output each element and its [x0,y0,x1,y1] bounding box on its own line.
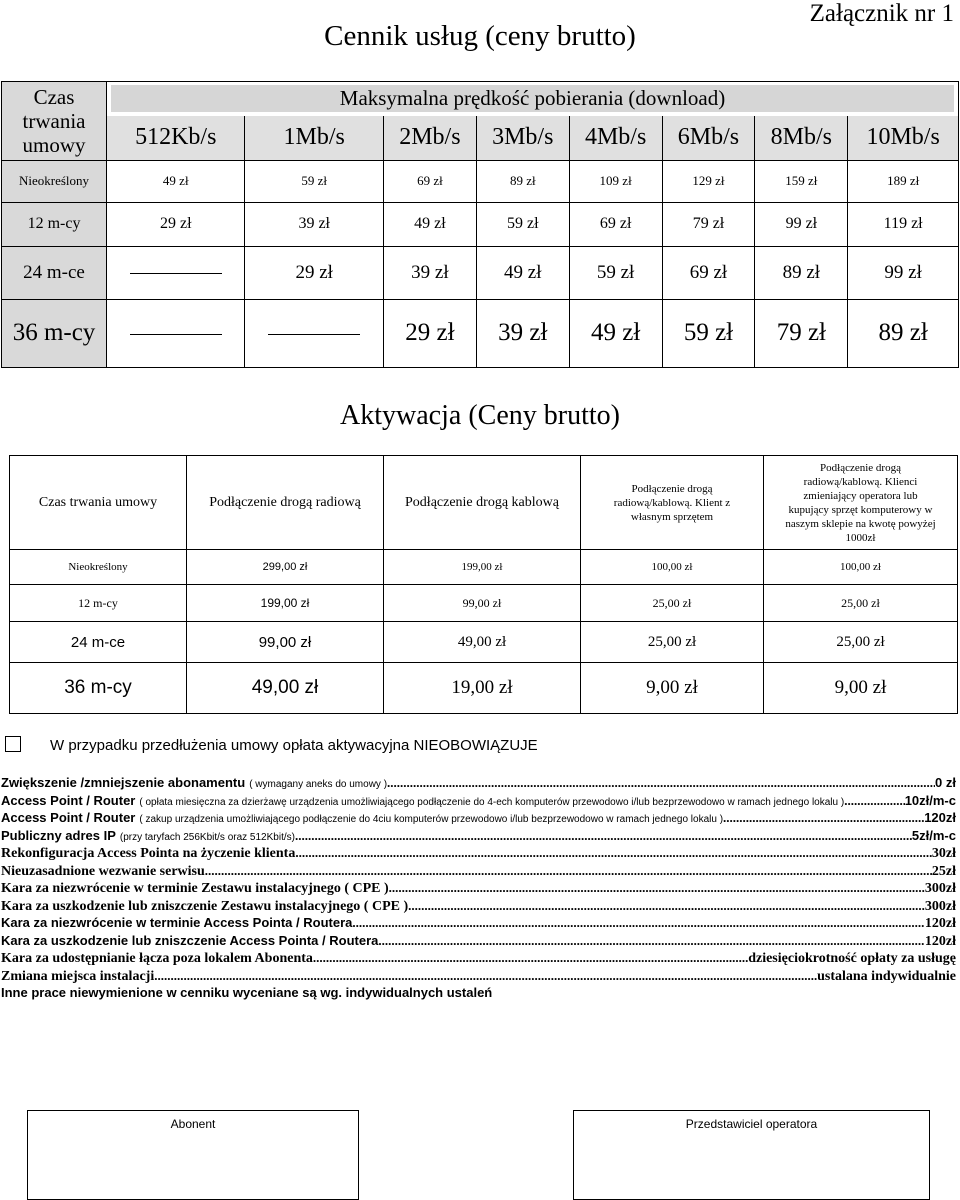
fee-line [1,915,956,932]
activation-price-cell: 199,00 zł [187,585,384,622]
leader-dots [352,915,925,931]
price-cell: 59 zł [569,246,662,299]
price-row-label: 12 m-cy [2,202,107,246]
activation-price-cell: 99,00 zł [187,622,384,663]
price-row-label: 24 m-ce [2,246,107,299]
speeds-row [2,116,959,161]
fee-line [1,775,956,793]
speed-header: 8Mb/s [755,116,848,161]
leader-dots [844,793,904,809]
speed-header: 3Mb/s [476,116,569,161]
activation-price-cell: 299,00 zł [187,550,384,585]
price-cell: 59 zł [662,299,755,367]
price-cell: 89 zł [755,246,848,299]
fee-line [1,845,956,862]
price-cell: 109 zł [569,160,662,202]
price-row-label: 36 m-cy [2,299,107,367]
leader-dots [313,950,748,966]
activation-price-cell: 25,00 zł [764,585,958,622]
price-row [2,246,959,299]
price-row [2,202,959,246]
price-cell: 89 zł [476,160,569,202]
activation-table [9,455,958,714]
fee-label: Publiczny adres IP [1,827,116,843]
activation-row-label: Nieokreślony [10,550,187,585]
price-cell: 189 zł [848,160,959,202]
fee-label: Kara za niezwrócenie w terminie Access Pointa / Routera [1,915,353,930]
leader-dots [205,863,932,879]
operator-signature-box[interactable] [573,1110,930,1200]
max-speed-header: Maksymalna prędkość pobierania (download) [107,82,959,116]
fee-label: Access Point / Router [1,792,136,808]
activation-row [10,663,958,714]
price-cell: 79 zł [662,202,755,246]
price-cell: 79 zł [755,299,848,367]
operator-label: Przedstawiciel operatora [685,1117,818,1131]
fee-label: Rekonfiguracja Access Pointa na życzenie klienta [1,846,296,861]
fee-value: 120zł [924,810,956,825]
activation-price-cell: 9,00 zł [764,663,958,714]
price-row-label: Nieokreślony [2,160,107,202]
speed-header: 10Mb/s [848,116,959,161]
price-cell: 39 zł [245,202,383,246]
price-cell: 69 zł [569,202,662,246]
activation-price-cell: 19,00 zł [384,663,581,714]
fee-line [1,933,956,950]
activation-price-cell: 199,00 zł [384,550,581,585]
speed-header: 1Mb/s [245,116,383,161]
fee-line [1,793,956,811]
leader-dots [723,810,924,826]
extension-checkbox[interactable] [5,736,21,752]
activation-title: Aktywacja (Ceny brutto) [340,400,620,431]
fee-label: Zmiana miejsca instalacji [1,968,155,984]
activation-header-duration: Czas trwania umowy [10,456,187,550]
unavailable-dash [107,299,245,367]
fee-value: 0 zł [935,775,956,790]
speed-header: 4Mb/s [569,116,662,161]
price-cell: 39 zł [476,299,569,367]
speed-header: 2Mb/s [383,116,476,161]
activation-price-cell: 100,00 zł [764,550,958,585]
extension-note: W przypadku przedłużenia umowy opłata aktywacyjna NIEOBOWIĄZUJE [50,737,538,754]
price-cell: 29 zł [383,299,476,367]
speed-header: 6Mb/s [662,116,755,161]
fee-value: 25zł [931,863,956,879]
leader-dots [389,880,925,896]
activation-price-cell: 99,00 zł [384,585,581,622]
fee-value: 120zł [924,933,956,949]
annex-label: Załącznik nr 1 [809,0,954,27]
fee-value: 300zł [924,881,956,896]
price-cell: 49 zł [476,246,569,299]
price-cell: 49 zł [383,202,476,246]
fee-label: Nieuzasadnione wezwanie serwisu [1,863,205,879]
price-cell: 49 zł [569,299,662,367]
subscriber-label: Abonent [170,1117,216,1131]
fee-line [1,880,956,897]
activation-price-cell: 25,00 zł [764,622,958,663]
unavailable-dash [107,246,245,299]
fee-label: Kara za uszkodzenie lub zniszczenie Access Pointa / Routera [1,932,379,948]
fee-note: ( opłata miesięczna za dzierżawę urządzenia umożliwiającego podłączenie do 4-ech komputerów przewodowo i/lub bezprzewodowo w ramach jednego lokalu ) [139,796,845,808]
leader-dots [295,828,912,844]
subscriber-signature-box[interactable] [27,1110,359,1200]
leader-dots [387,775,935,791]
activation-row-label: 36 m-cy [10,663,187,714]
fee-value: 120zł [924,916,956,931]
fee-line [1,950,956,967]
fee-line [1,863,956,880]
fee-line [1,828,956,846]
activation-price-cell: 100,00 zł [581,550,764,585]
fee-value: 30zł [931,846,956,861]
price-cell: 99 zł [755,202,848,246]
price-cell: 49 zł [107,160,245,202]
activation-price-cell: 25,00 zł [581,585,764,622]
activation-price-cell: 25,00 zł [581,622,764,663]
activation-price-cell: 9,00 zł [581,663,764,714]
activation-row-label: 24 m-ce [10,622,187,663]
leader-dots [408,898,925,914]
final-line: Inne prace niewymienione w cenniku wyceniane są wg. indywidualnych ustaleń [1,985,493,1000]
leader-dots [154,968,817,984]
fee-line [1,968,956,985]
fee-label: Kara za niezwrócenie w terminie Zestawu instalacyjnego ( CPE ) [1,881,389,896]
fee-label: Access Point / Router [1,810,136,825]
fee-line [1,898,956,915]
fee-label: Kara za uszkodzenie lub zniszczenie Zestawu instalacyjnego ( CPE ) [1,898,409,914]
price-cell: 89 zł [848,299,959,367]
fee-value: 300zł [924,898,956,914]
activation-header-switching: Podłączenie drogą radiową/kablową. Klienci zmieniający operatora lub kupujący sprzęt komputerowy w naszym sklepie na kwotę powyżej 1000zł [764,456,958,550]
price-cell: 29 zł [107,202,245,246]
activation-price-cell: 49,00 zł [187,663,384,714]
price-cell: 69 zł [662,246,755,299]
price-row [2,299,959,367]
duration-header: Czas trwania umowy [2,82,107,161]
price-cell: 39 zł [383,246,476,299]
page-title: Cennik usług (ceny brutto) [324,20,636,52]
fee-note: ( wymagany aneks do umowy ) [249,779,388,790]
fee-line [1,810,956,828]
price-row [2,160,959,202]
price-cell: 119 zł [848,202,959,246]
fee-note: ( zakup urządzenia umożliwiającego podłączenie do 4ciu komputerów przewodowo i/lub bezprzewodowo w ramach jednego lokalu ) [139,814,724,825]
fee-label: Kara za udostępnianie łącza poza lokalem Abonenta [1,951,313,966]
price-cell: 159 zł [755,160,848,202]
fee-value: dziesięciokrotność opłaty za usługę [748,951,956,966]
activation-row [10,622,958,663]
price-cell: 99 zł [848,246,959,299]
fee-note: (przy taryfach 256Kbit/s oraz 512Kbit/s) [119,831,295,843]
price-table [1,81,959,368]
speed-header: 512Kb/s [107,116,245,161]
fee-value: ustalana indywidualnie [817,968,956,984]
leader-dots [378,933,925,949]
price-cell: 129 zł [662,160,755,202]
fee-label: Zwiększenie /zmniejszenie abonamentu [1,775,246,790]
activation-row-label: 12 m-cy [10,585,187,622]
price-cell: 59 zł [476,202,569,246]
fee-value: 10zł/m-c [904,792,956,808]
activation-row [10,585,958,622]
price-cell: 29 zł [245,246,383,299]
fee-value: 5zł/m-c [911,827,956,843]
activation-header-own-equipment: Podłączenie drogą radiową/kablową. Klient z własnym sprzętem [581,456,764,550]
leader-dots [295,845,932,861]
unavailable-dash [245,299,383,367]
price-cell: 69 zł [383,160,476,202]
activation-price-cell: 49,00 zł [384,622,581,663]
activation-row [10,550,958,585]
activation-header-radio: Podłączenie drogą radiową [187,456,384,550]
activation-header-cable: Podłączenie drogą kablową [384,456,581,550]
price-cell: 59 zł [245,160,383,202]
